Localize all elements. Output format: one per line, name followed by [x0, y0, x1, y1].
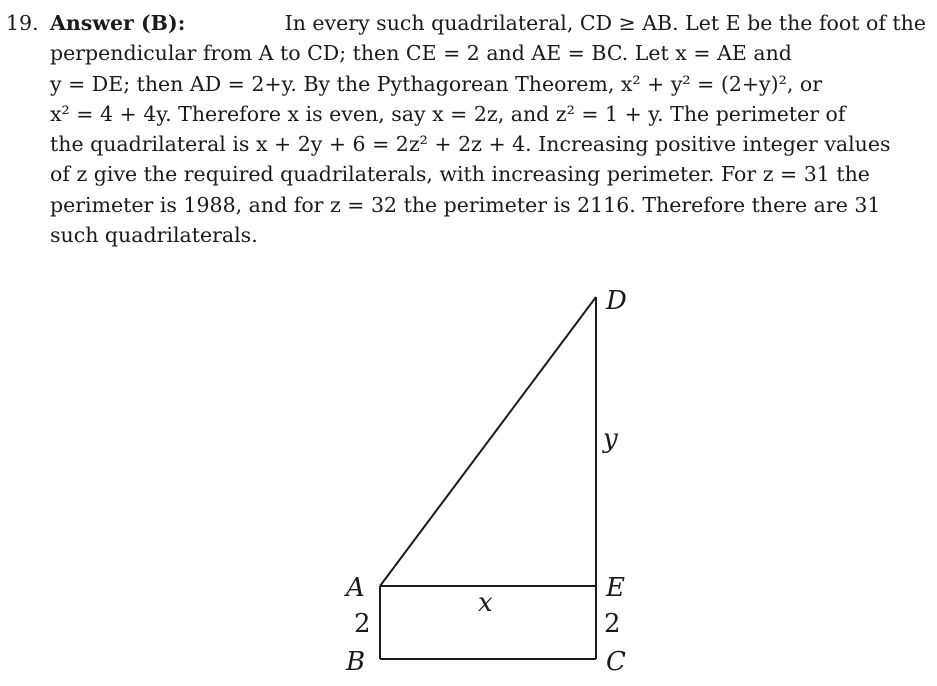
line-text-2: perpendicular from A to CD; then CE = 2 and AE = BC. Let x = AE and — [50, 41, 792, 66]
vertex-label-e: E — [606, 573, 625, 603]
line-text-8: such quadrilaterals. — [50, 223, 258, 248]
line-text-3: y = DE; then AD = 2+y. By the Pythagorean Theorem, x² + y² = (2+y)², or — [50, 71, 823, 96]
segment-label-ab: 2 — [354, 609, 371, 639]
line-text-7: perimeter is 1988, and for z = 32 the perimeter is 2116. Therefore there are 31 — [50, 192, 881, 217]
line-text-5: the quadrilateral is x + 2y + 6 = 2z² + 2z + 4. Increasing positive integer values — [50, 132, 891, 157]
problem-number: 19. — [6, 11, 39, 35]
segment-label-x: x — [478, 588, 493, 618]
answer-label: Answer (B): — [50, 11, 186, 35]
segment-label-y: y — [603, 424, 618, 454]
line-text-6: of z give the required quadrilaterals, with increasing perimeter. For z = 31 the — [50, 162, 870, 187]
vertex-label-d: D — [606, 286, 627, 316]
vertex-label-b: B — [346, 647, 366, 677]
line-text-1: In every such quadrilateral, CD ≥ AB. Let E be the foot of the — [284, 11, 926, 35]
vertex-label-a: A — [346, 573, 365, 603]
segment-ad — [380, 297, 596, 586]
segment-label-ec: 2 — [604, 609, 621, 639]
vertex-label-c: C — [606, 647, 626, 677]
line-text-4: x² = 4 + 4y. Therefore x is even, say x = 2z, and z² = 1 + y. The perimeter of — [50, 101, 846, 126]
